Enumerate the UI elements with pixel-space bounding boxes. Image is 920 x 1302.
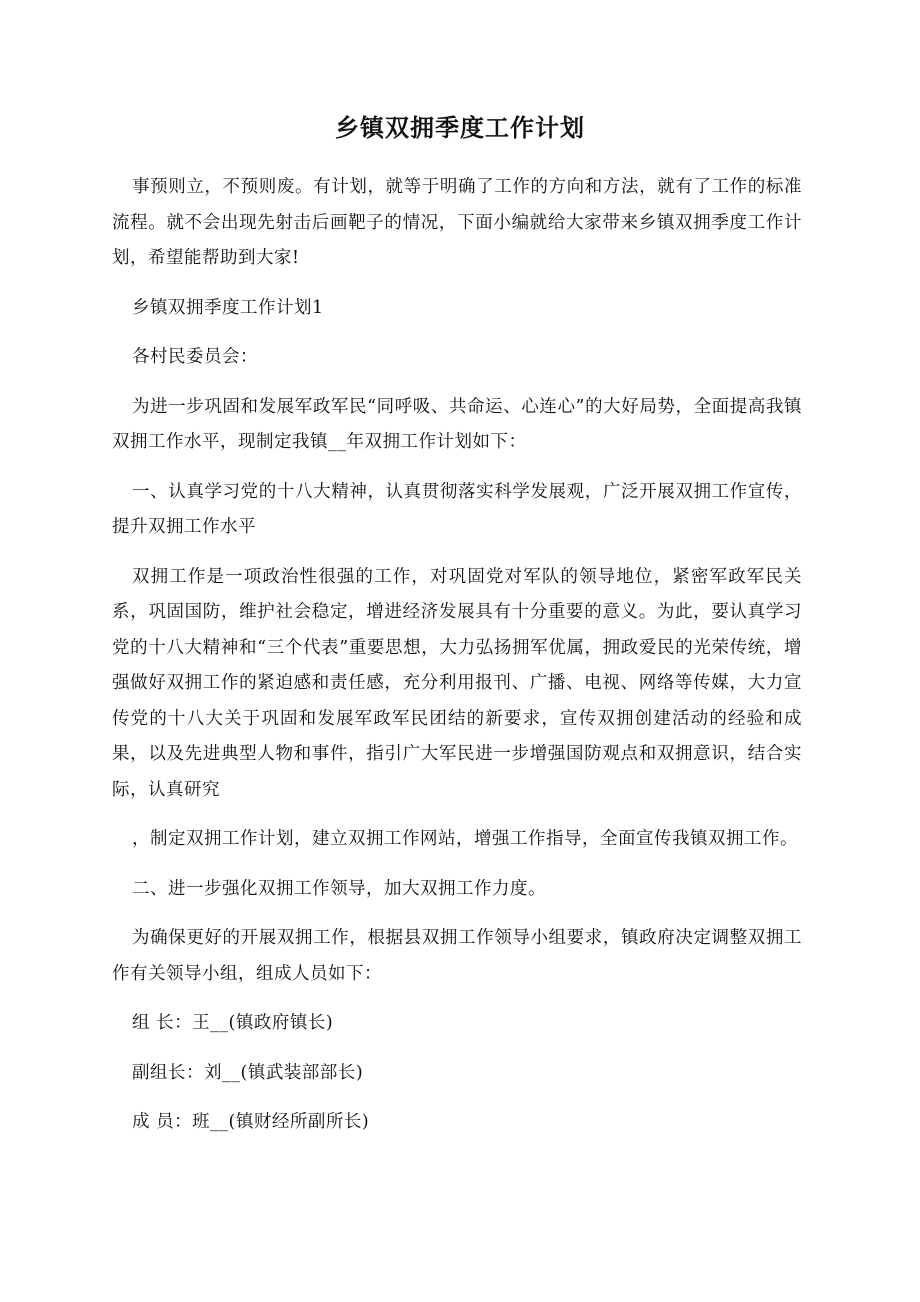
member-line-deputy: 副组长：刘__(镇武装部部长) — [132, 1062, 364, 1083]
plan-heading: 乡镇双拥季度工作计划1 — [132, 297, 324, 318]
salutation: 各村民委员会： — [132, 347, 258, 367]
body-paragraph: 为进一步巩固和发展军政军民“同呼吸、共命运、心连心”的大好局势，全面提高我镇双拥工作水平，现制定我镇__年双拥工作计划如下： — [112, 396, 802, 452]
body-paragraph: 为确保更好的开展双拥工作，根据县双拥工作领导小组要求，镇政府决定调整双拥工作有关领导小组，组成人员如下： — [112, 928, 802, 984]
document-body — [112, 170, 802, 1155]
section-heading-2: 二、进一步强化双拥工作领导，加大双拥工作力度。 — [132, 878, 546, 899]
member-line-leader: 组 长：王__(镇政府镇长) — [132, 1013, 334, 1033]
member-line-member: 成 员：班__(镇财经所副所长) — [132, 1112, 370, 1132]
body-paragraph: 双拥工作是一项政治性很强的工作，对巩固党对军队的领导地位，紧密军政军民关系，巩固国防，维护社会稳定，增进经济发展具有十分重要的意义。为此，要认真学习党的十八大精神和“三个代表”重要思想，大力弘扬拥军优属，拥政爱民的光荣传统，增强做好双拥工作的紧迫感和责任感，充分利用报刊、广播、电视、网络等传媒，大力宣传党的十八大关于巩固和发展军政军民团结的新要求，宣传双拥创建活动的经验和成果，以及先进典型人物和事件，指引广大军民进一步增强国防观点和双拥意识，结合实际，认真研究 — [112, 566, 802, 800]
body-paragraph: ，制定双拥工作计划，建立双拥工作网站，增强工作指导，全面宣传我镇双拥工作。 — [132, 829, 798, 849]
section-heading-1: 一、认真学习党的十八大精神，认真贯彻落实科学发展观，广泛开展双拥工作宣传，提升双拥工作水平 — [112, 481, 802, 537]
intro-paragraph: 事预则立，不预则废。有计划，就等于明确了工作的方向和方法，就有了工作的标准流程。就不会出现先射击后画靶子的情况，下面小编就给大家带来乡镇双拥季度工作计划，希望能帮助到大家! — [112, 177, 802, 268]
document-title: 乡镇双拥季度工作计划 — [335, 113, 585, 142]
